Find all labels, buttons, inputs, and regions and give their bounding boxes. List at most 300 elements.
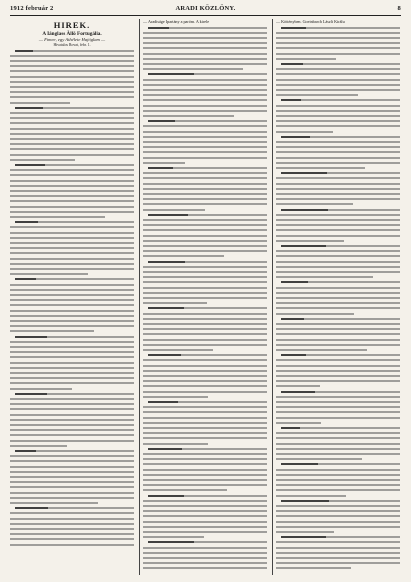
text-line [10,403,134,405]
text-line [276,32,400,34]
text-line [10,190,134,192]
text-line [143,323,267,325]
paragraph-lead [148,541,194,543]
text-line [10,86,134,88]
text-line [143,37,267,39]
text-line [10,96,134,98]
column-separator [139,19,140,575]
text-line [10,445,67,447]
text-line [10,497,134,499]
text-line [143,79,267,81]
section-title: HIREK. [53,20,91,30]
paragraph-lead [148,214,188,216]
text-line [276,37,400,39]
paragraph-lead [148,448,182,450]
text-line [10,206,134,208]
text-line [143,536,204,538]
column-1 [10,19,134,577]
text-line [10,117,134,119]
text-line [276,489,400,491]
text-line [143,125,267,127]
text-line [143,99,267,101]
text-line [10,55,134,57]
text-line [276,125,400,127]
text-line [10,429,134,431]
paragraph-lead [148,73,194,75]
text-line [10,263,134,265]
text-line [276,203,353,205]
text-line [276,541,400,543]
text-line [276,333,400,335]
text-line [276,552,400,554]
text-line [276,214,400,216]
text-line [143,250,267,252]
text-line [143,380,267,382]
text-line [10,362,134,364]
text-line [276,141,400,143]
text-line [143,58,267,60]
text-line [10,122,134,124]
text-line [10,388,72,390]
text-line [143,276,267,278]
text-line [143,469,267,471]
header-rule [10,15,401,16]
text-line [10,128,134,130]
text-line [10,377,134,379]
text-line [143,385,267,387]
text-line [143,562,267,564]
text-line [143,183,267,185]
text-line [276,266,400,268]
text-line [143,151,267,153]
text-line [276,89,400,91]
text-line [276,240,344,242]
text-line [143,417,267,419]
paragraph-lead [148,167,173,169]
text-line [276,349,367,351]
text-line [10,138,134,140]
header-masthead: ARADI KÖZLÖNY. [175,5,236,12]
text-line [10,252,134,254]
text-line [10,471,134,473]
text-line [10,533,134,535]
text-line [276,292,400,294]
text-line [276,375,400,377]
paragraph-lead [15,50,33,52]
text-line [143,281,267,283]
paragraph-lead [148,354,181,356]
text-line [276,401,400,403]
text-line [10,372,134,374]
text-line [276,380,400,382]
text-line [10,112,134,114]
text-line [143,328,267,330]
text-line [143,297,267,299]
paragraph-lead [148,27,169,29]
text-line [143,292,267,294]
text-line [143,552,267,554]
text-line [143,521,267,523]
text-line [10,544,134,546]
paragraph-lead [281,500,329,502]
text-line [143,240,267,242]
text-line [276,235,400,237]
text-line [10,341,134,343]
text-line [276,193,400,195]
text-line [143,193,267,195]
text-line [276,437,400,439]
text-line [143,359,267,361]
text-line [10,528,134,530]
text-line [143,32,267,34]
text-line [143,146,267,148]
text-line [10,419,134,421]
text-line [10,310,134,312]
text-line [10,424,134,426]
text-line [276,120,400,122]
text-line [10,169,134,171]
text-line [10,148,134,150]
text-line [143,349,213,351]
text-line [10,460,134,462]
paragraph-lead [281,209,328,211]
text-line [276,453,400,455]
paragraph-lead [148,401,178,403]
text-line [276,365,400,367]
header-date: 1912 február 2 [10,5,54,12]
text-line [276,567,351,569]
text-line [10,408,134,410]
text-line [276,229,400,231]
text-line [276,261,400,263]
paragraph-lead [281,463,318,465]
text-line [143,411,267,413]
body-text-block [143,25,267,573]
text-line [10,232,134,234]
text-line [276,432,400,434]
text-line [143,333,267,335]
text-line [10,226,134,228]
article-headline: A Iánglass Ällö Fortugália. [42,31,102,37]
text-line [10,523,134,525]
text-line [10,185,134,187]
text-line [276,94,358,96]
text-line [276,47,400,49]
text-line [143,557,267,559]
text-line [10,195,134,197]
text-line [143,484,267,486]
text-line [143,115,234,117]
text-line [276,183,400,185]
text-line [143,188,267,190]
paragraph-lead [15,164,45,166]
text-line [143,110,267,112]
text-line [143,255,224,257]
text-line [10,466,134,468]
text-line [10,273,88,275]
text-line [276,562,400,564]
text-line [276,443,400,445]
text-line [10,174,134,176]
text-line [143,339,267,341]
article-dateline: Hivatalos Rovat, febr. 1. [53,43,91,47]
text-line [276,448,400,450]
text-line [10,268,134,270]
paragraph-lead [15,336,47,338]
text-line [10,91,134,93]
text-line [10,258,134,260]
text-line [143,89,267,91]
text-line [143,365,267,367]
paragraph-lead [148,261,185,263]
paragraph-lead [15,393,47,395]
text-line [10,382,134,384]
text-line [276,73,400,75]
text-line [143,53,267,55]
text-line [276,287,400,289]
text-line [276,547,400,549]
text-line [10,242,134,244]
text-line [276,146,400,148]
text-line [10,512,134,514]
text-line [276,510,400,512]
text-line [143,68,243,70]
text-line [276,479,400,481]
text-line [276,531,334,533]
text-line [143,406,267,408]
paragraph-lead [15,450,36,452]
text-line [276,323,400,325]
text-line [276,157,400,159]
text-line [10,486,134,488]
text-line [10,60,134,62]
paragraph-lead [281,281,308,283]
text-line [10,356,134,358]
text-line [10,180,134,182]
text-line [10,237,134,239]
text-line [143,203,267,205]
text-line [143,94,267,96]
text-line [143,396,208,398]
text-line [143,489,227,491]
text-line [10,476,134,478]
text-line [276,417,400,419]
text-line [276,370,400,372]
text-line [276,167,365,169]
text-line [143,47,267,49]
text-line [10,320,134,322]
text-line [276,344,400,346]
text-line [276,359,400,361]
text-line [143,224,267,226]
text-line [143,177,267,179]
text-line [143,526,267,528]
text-line [10,455,134,457]
text-line [143,531,267,533]
text-line [276,422,321,424]
text-line [276,250,400,252]
text-line [143,344,267,346]
text-line [276,53,400,55]
text-line [10,398,134,400]
text-line [276,484,400,486]
paragraph-lead [148,120,175,122]
text-line [143,391,267,393]
text-line [143,422,267,424]
text-line [143,567,267,569]
text-line [10,351,134,353]
text-line [10,538,134,540]
text-line [143,510,267,512]
text-line [143,63,267,65]
text-line [143,105,267,107]
text-line [276,115,400,117]
text-line [10,315,134,317]
article-lead: — Aradiságe Ipartány a paróm. A kirele [143,19,210,24]
text-line [143,235,267,237]
text-line [276,42,400,44]
text-line [276,307,400,309]
text-line [276,255,400,257]
text-line [143,219,267,221]
text-line [10,247,134,249]
paragraph-lead [15,507,48,509]
text-line [143,162,185,164]
paragraph-lead [281,63,303,65]
text-line [10,102,70,104]
text-line [276,188,400,190]
text-line [143,474,267,476]
text-line [143,302,207,304]
text-line [10,200,134,202]
text-line [276,58,336,60]
text-line [10,434,134,436]
article-lead: — Köttényben. Goeinbarch Lászlt Királu [276,19,345,24]
text-line [276,313,354,315]
text-line [143,172,267,174]
paragraph-lead [281,172,327,174]
text-line [143,271,267,273]
text-line [276,131,333,133]
text-line [10,284,134,286]
body-text-block [10,48,134,548]
text-line [143,136,267,138]
text-line [276,328,400,330]
text-line [10,133,134,135]
text-line [143,287,267,289]
text-line [143,375,267,377]
text-line [10,414,134,416]
text-line [143,313,267,315]
text-line [143,505,267,507]
text-line [143,458,267,460]
text-line [276,224,400,226]
text-line [143,547,267,549]
text-line [10,492,134,494]
text-line [10,70,134,72]
paragraph-lead [148,495,184,497]
text-line [10,440,134,442]
text-line [276,151,400,153]
text-line [143,131,267,133]
paragraph-lead [281,245,326,247]
column-3 [276,19,400,577]
text-line [10,502,98,504]
body-text-block [276,25,400,573]
text-line [276,68,400,70]
paragraph-lead [15,221,38,223]
paragraph-lead [15,107,43,109]
paragraph-lead [281,27,306,29]
text-line [143,229,267,231]
column-separator [272,19,273,575]
text-line [276,521,400,523]
header-page-number: 8 [397,5,401,12]
paragraph-lead [148,307,184,309]
text-line [143,84,267,86]
text-line [143,437,267,439]
text-line [10,289,134,291]
text-line [10,346,134,348]
text-line [143,427,267,429]
paragraph-lead [281,391,315,393]
text-line [10,304,134,306]
text-line [276,198,400,200]
text-line [143,318,267,320]
text-line [10,159,75,161]
text-line [143,370,267,372]
text-line [276,458,362,460]
text-line [276,79,400,81]
text-line [10,65,134,67]
text-line [276,162,400,164]
text-line [10,481,134,483]
text-line [143,198,267,200]
text-line [143,42,267,44]
paragraph-lead [281,318,304,320]
column-2 [143,19,267,577]
text-line [276,84,400,86]
text-line [10,330,94,332]
paragraph-lead [281,99,301,101]
paragraph-lead [281,427,300,429]
text-line [276,396,400,398]
text-line [276,557,400,559]
text-line [276,105,400,107]
text-line [10,154,134,156]
text-line [276,110,400,112]
text-line [143,141,267,143]
text-line [276,474,400,476]
text-line [143,479,267,481]
text-line [10,211,134,213]
text-line [143,463,267,465]
text-line [276,495,346,497]
text-line [276,526,400,528]
paragraph-lead [281,354,306,356]
text-line [276,505,400,507]
text-line [276,297,400,299]
text-line [276,302,400,304]
text-line [10,216,105,218]
text-line [10,81,134,83]
text-line [143,432,267,434]
article-subheadline: — Fimee, egy Athélete Hajóglam — [38,37,106,42]
text-line [276,515,400,517]
text-line [276,271,400,273]
text-line [276,276,373,278]
paragraph-lead [15,278,36,280]
